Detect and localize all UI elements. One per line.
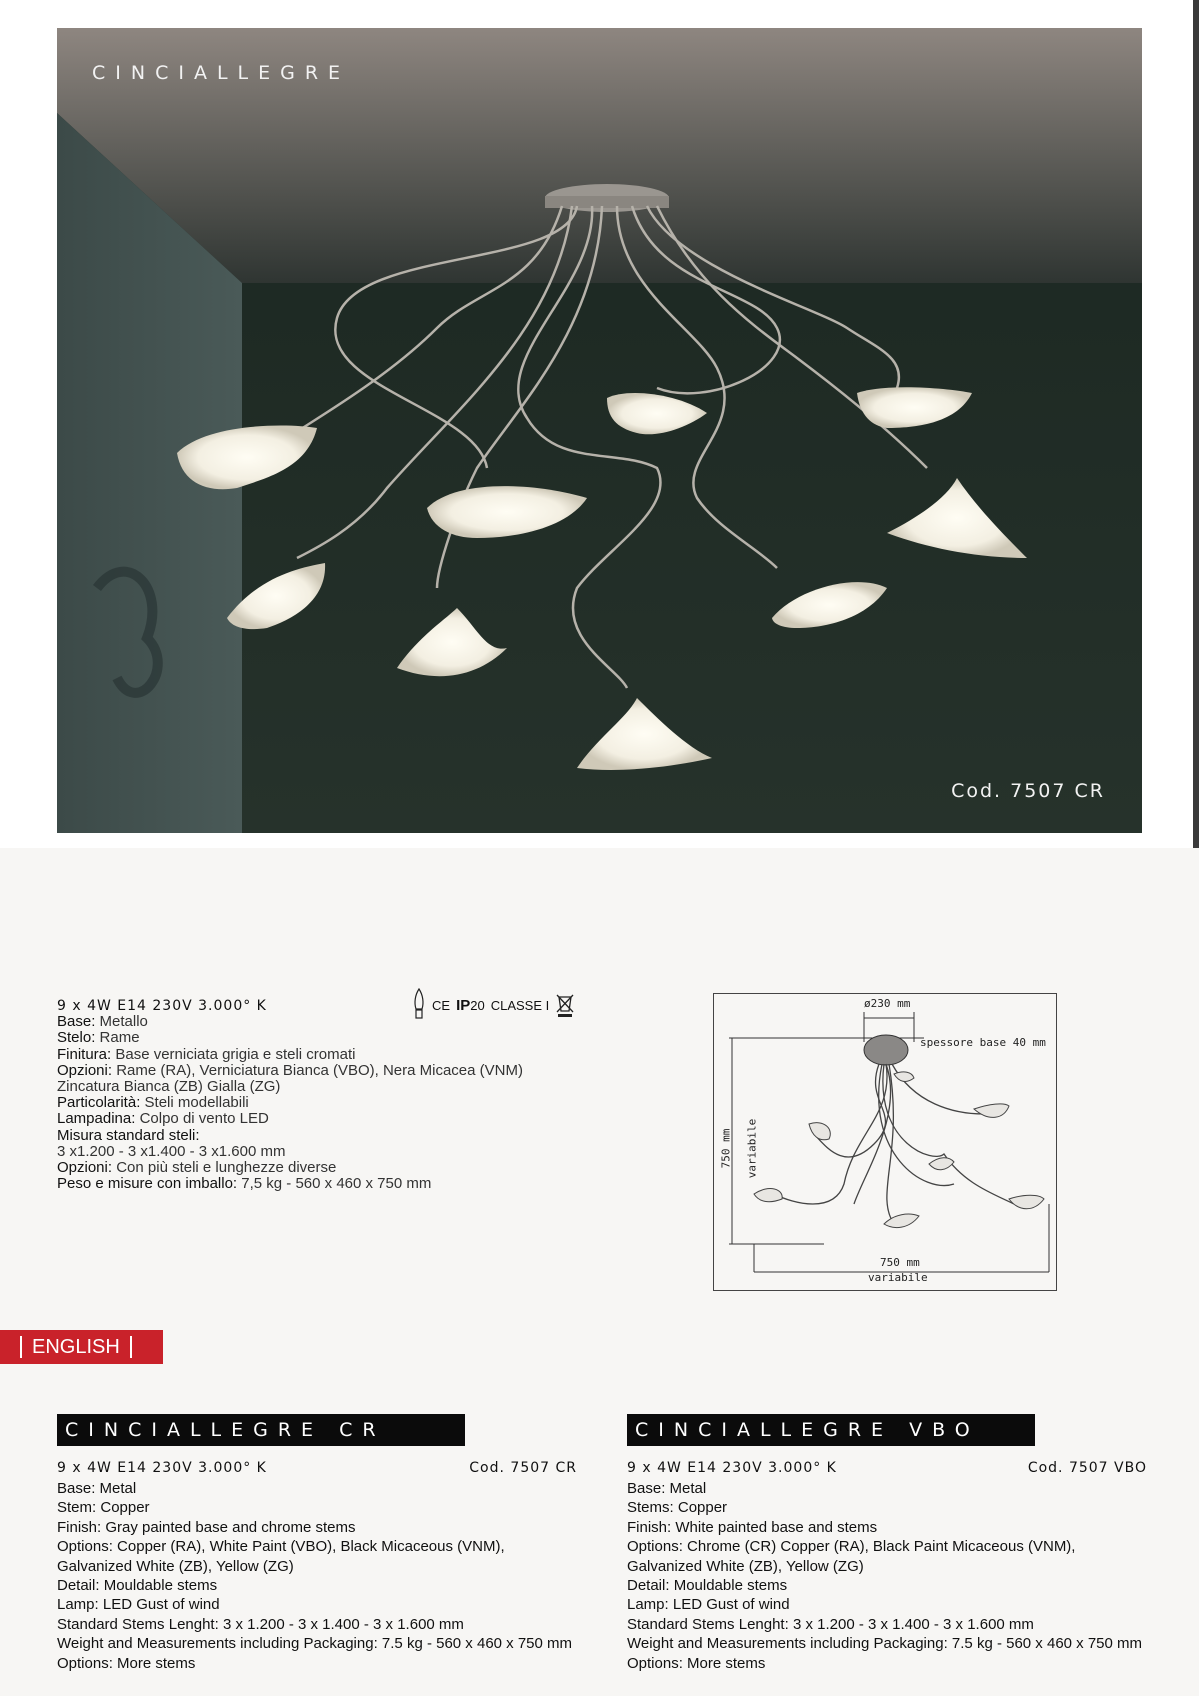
language-tab[interactable] [0,1330,163,1364]
spec-line: Stem: Copper [57,1499,150,1517]
spec-line: Stems: Copper [627,1499,728,1517]
photo-title: CINCIALLEGRE [92,62,351,84]
spec-line: Options: Chrome (CR) Copper (RA), Black Paint Micaceous (VNM), [627,1538,1076,1556]
certification-marks [412,985,575,1025]
power-rating: 9 x 4W E14 230V 3.000° K [57,1460,267,1476]
product-header-row [627,1458,1147,1478]
spec-line: Zincatura Bianca (ZB) Gialla (ZG) [57,1078,281,1096]
spec-line: Stelo: Rame [57,1029,140,1047]
product-title: CINCIALLEGRE VBO [627,1414,1035,1446]
product-cr-spec [57,1414,577,1673]
spec-line: Options: Copper (RA), White Paint (VBO), Black Micaceous (VNM), [57,1538,505,1556]
spec-line: Detail: Mouldable stems [627,1577,788,1595]
divider [130,1336,132,1358]
spec-line: Options: More stems [627,1654,766,1672]
divider [20,1336,22,1358]
product-photo [57,28,1142,833]
italian-power-rating: 9 x 4W E14 230V 3.000° K [57,998,267,1014]
spec-list [57,1479,577,1673]
spec-line: Lamp: LED Gust of wind [627,1596,790,1614]
height-note: variabile [745,1118,759,1179]
base-thickness-dimension: spessore base 40 mm [920,1036,1046,1049]
product-code: Cod. 7507 CR [469,1460,577,1476]
spec-line: 3 x1.200 - 3 x1.400 - 3 x1.600 mm [57,1142,286,1160]
spec-list [627,1479,1147,1673]
spec-line: Particolarità: Steli modellabili [57,1094,249,1112]
height-dimension: 750 mm [719,1128,733,1169]
diameter-dimension: ø230 mm [864,997,911,1010]
width-note: variabile [868,1271,928,1284]
product-header-row [57,1458,577,1478]
spec-line: Options: More stems [57,1654,196,1672]
spec-line: Misura standard steli: [57,1126,200,1144]
spec-line: Galvanized White (ZB), Yellow (ZG) [627,1557,864,1575]
spec-line: Base: Metal [627,1480,707,1497]
spec-line: Lampadina: Colpo di vento LED [57,1110,269,1128]
spec-line: Weight and Measurements including Packaging: 7.5 kg - 560 x 460 x 750 mm [627,1635,1143,1653]
chandelier-illustration [57,28,1142,833]
technical-drawing [713,993,1057,1291]
product-vbo-spec [627,1414,1147,1673]
bulb-icon [412,987,426,1023]
spec-line: Weight and Measurements including Packaging: 7.5 kg - 560 x 460 x 750 mm [57,1635,573,1653]
spec-line: Finish: Gray painted base and chrome stems [57,1518,356,1536]
class-rating: CLASSE I [490,997,550,1013]
spec-line: Opzioni: Con più steli e lunghezze diverse [57,1159,337,1177]
spec-line: Base: Metallo [57,1013,148,1031]
spec-line: Peso e misure con imballo: 7,5 kg - 560 x 460 x 750 mm [57,1175,432,1193]
product-code: Cod. 7507 VBO [1027,1460,1147,1476]
spec-line: Galvanized White (ZB), Yellow (ZG) [57,1557,294,1575]
width-dimension: 750 mm [880,1256,920,1269]
spec-line: Detail: Mouldable stems [57,1577,218,1595]
spec-line: Lamp: LED Gust of wind [57,1596,220,1614]
spec-line: Base: Metal [57,1480,137,1497]
ip-rating: IP20 [456,996,485,1014]
spec-line: Finitura: Base verniciata grigia e steli cromati [57,1045,356,1063]
spec-line: Standard Stems Lenght: 3 x 1.200 - 3 x 1.400 - 3 x 1.600 mm [57,1615,464,1633]
photo-product-code: Cod. 7507 CR [951,780,1105,802]
ce-mark: CE [432,997,451,1013]
page-edge [1193,0,1199,848]
spec-line: Opzioni: Rame (RA), Verniciatura Bianca (VBO), Nera Micacea (VNM) [57,1061,523,1079]
weee-bin-icon [555,992,575,1018]
power-rating: 9 x 4W E14 230V 3.000° K [627,1460,837,1476]
spec-line: Standard Stems Lenght: 3 x 1.200 - 3 x 1.400 - 3 x 1.600 mm [627,1615,1034,1633]
italian-spec [57,998,617,1192]
product-title: CINCIALLEGRE CR [57,1414,465,1446]
language-label: ENGLISH [32,1335,120,1358]
spec-line: Finish: White painted base and stems [627,1518,878,1536]
